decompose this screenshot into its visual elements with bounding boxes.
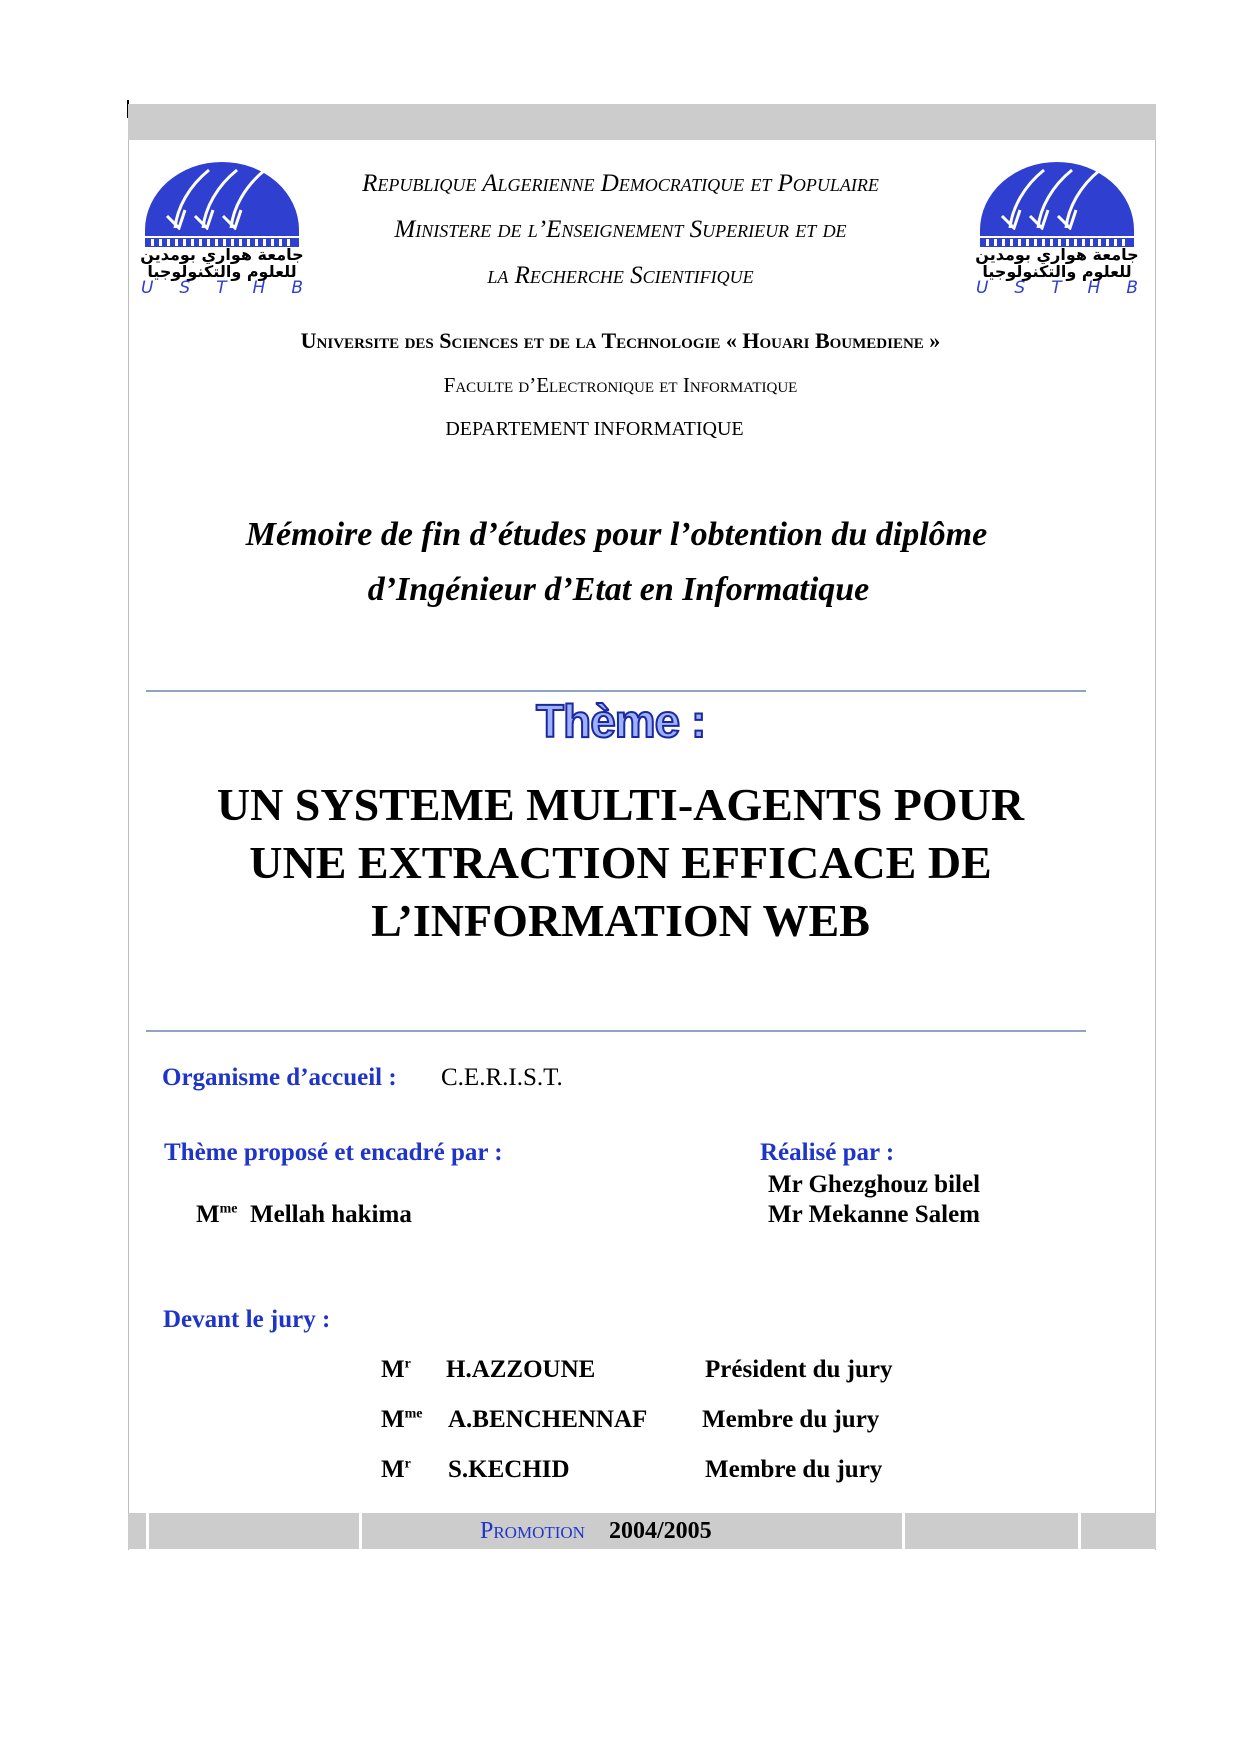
encadreur-name: Mellah hakima: [250, 1201, 412, 1228]
university-name: Universite des Sciences et de la Technologie « Houari Boumediene »: [300, 328, 941, 353]
thesis-title-line3: L’INFORMATION WEB: [371, 895, 870, 946]
jury-label: Devant le jury :: [163, 1306, 331, 1333]
organisme-value: C.E.R.I.S.T.: [441, 1064, 563, 1091]
encadreur-title: M: [196, 1201, 220, 1228]
logo-letter: S: [1014, 278, 1026, 298]
encadreur: [196, 1201, 412, 1229]
jury-title: M: [381, 1406, 405, 1433]
thesis-title-line2: UNE EXTRACTION EFFICACE DE: [249, 837, 992, 888]
promotion-year: 2004/2005: [608, 1518, 712, 1544]
student-1: Mr Ghezghouz bilel: [768, 1171, 981, 1198]
jury-title: M: [381, 1356, 405, 1383]
logo-letter: H: [1087, 278, 1101, 298]
logo-letter: T: [216, 278, 227, 298]
encadreur-title-sup: me: [219, 1201, 238, 1217]
student-2: Mr Mekanne Salem: [768, 1201, 981, 1228]
memoire-line1: Mémoire de fin d’études pour l’obtention du diplôme: [245, 516, 988, 553]
theme-label: Thème :: [536, 695, 706, 747]
memoire-line2: d’Ingénieur d’Etat en Informatique: [367, 571, 870, 608]
header-line-ministry: Ministere de l’Enseignement Superieur et de: [394, 216, 847, 243]
jury-member-2-name: A.BENCHENNAF: [448, 1406, 648, 1433]
jury-title-sup: r: [404, 1456, 411, 1472]
jury-member-3-role: Membre du jury: [705, 1456, 883, 1483]
propose-label: Thème proposé et encadré par :: [164, 1139, 503, 1166]
jury-member-3-name: S.KECHID: [448, 1456, 570, 1483]
jury-member-2-title: [381, 1406, 423, 1434]
jury-title: M: [381, 1456, 405, 1483]
logo-letter: T: [1051, 278, 1062, 298]
thesis-title-line1: UN SYSTEME MULTI-AGENTS POUR: [216, 779, 1025, 830]
logo-arabic-line2: للعلوم والتكنولوجيا: [147, 262, 297, 281]
faculty-name: Faculte d’Electronique et Informatique: [443, 373, 798, 397]
logo-letter: U: [141, 278, 154, 298]
header-line-republic: Republique Algerienne Democratique et Populaire: [362, 170, 879, 197]
divider-top: [146, 690, 1086, 692]
logo-letter: U: [976, 278, 989, 298]
bar-separator: [1078, 1513, 1081, 1549]
logo-arabic-line1: جامعة هواري بومدين: [975, 245, 1139, 264]
logo-arabic-line2: للعلوم والتكنولوجيا: [982, 262, 1132, 281]
jury-member-2-role: Membre du jury: [702, 1406, 880, 1433]
jury-title-sup: r: [404, 1356, 411, 1372]
header-line-research: la Recherche Scientifique: [487, 262, 754, 289]
jury-title-sup: me: [404, 1406, 423, 1422]
promotion: [480, 1513, 712, 1549]
jury-member-1-role: Président du jury: [705, 1356, 893, 1383]
logo-letter: H: [252, 278, 266, 298]
logo-letter: B: [1126, 278, 1138, 298]
jury-member-3-title: [381, 1456, 411, 1484]
realise-label: Réalisé par :: [760, 1139, 895, 1166]
bar-separator: [902, 1513, 905, 1549]
bar-separator: [359, 1513, 362, 1549]
logo-arabic-line1: جامعة هواري بومدين: [140, 245, 304, 264]
department-name: DEPARTEMENT INFORMATIQUE: [445, 418, 744, 440]
top-bar: [128, 104, 1156, 140]
logo-letter: S: [179, 278, 191, 298]
bar-separator: [146, 1513, 149, 1549]
organisme-label: Organisme d’accueil :: [162, 1064, 397, 1091]
jury-member-1-title: [381, 1356, 411, 1384]
jury-member-1-name: H.AZZOUNE: [446, 1356, 596, 1383]
promotion-label: Promotion: [480, 1518, 585, 1544]
divider-bottom: [146, 1030, 1086, 1032]
logo-letter: B: [291, 278, 303, 298]
